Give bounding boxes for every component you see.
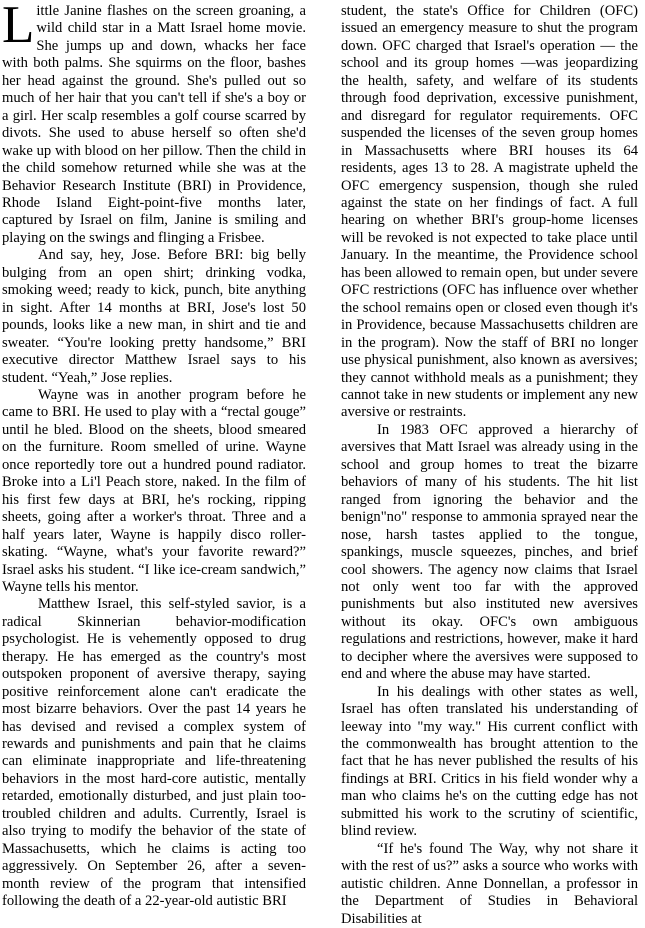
paragraph-4: Matthew Israel, this self-styled savior, is a radical Skinnerian behavior-modification psychologist. He is vehemently opposed to drug therapy. He has emerged as the country's most outspoken proponent of aversive therapy, saying positive reinforcement alone can't eradicate the most bizarre behaviors. Over the past 14 years he has devised and revised a complex system of rewards and punishments and pain that he claims can eliminate inappropriate and life-threatening behaviors in the most hard-core autistic, mentally retarded, emotionally disturbed, and just plain too-troubled children and adults. Currently, Israel is also trying to modify the behavior of the state of Massachusetts, which he claims is acting too aggressively. On September 26, after a seven-month review of the program that intensified following the death of a 22-year-old autistic BRI xyxy=(2,596,306,910)
drop-cap-letter: L xyxy=(2,0,35,54)
paragraph-1-text: ittle Janine flashes on the screen groaning, a wild child star in a Matt Israel home movie. She jumps up and down, whacks her face with both palms. She squirms on the floor, bashes her head against the ground. She's pulled out so much of her hair that you can't tell if she's a boy or a girl. Her scalp resembles a golf course scarred by divots. She used to abuse herself so often she'd wake up with blood on her pillow. Then the child in the child somehow returned while she was at the Behavior Research Institute (BRI) in Providence, Rhode Island Eight-point-five months later, captured by Israel on film, Janine is smiling and playing on the swings and flinging a Frisbee. xyxy=(2,3,306,246)
paragraph-3: Wayne was in another program before he came to BRI. He used to play with a “rectal gouge” until he bled. Blood on the sheets, blood smeared on the furniture. Room smelled of urine. Wayne once reportedly tore out a hundred pound radiator. Broke into a Li'l Peach store, naked. In the film of his first few days at BRI, he's rocking, ripping sheets, going after a worker's throat. Three and a half years later, Wayne is happily disco roller-skating. “Wayne, what's your favorite reward?” Israel asks his student. “I like ice-cream sandwich,” Wayne tells his mentor. xyxy=(2,386,306,595)
paragraph-1 xyxy=(2,0,306,247)
paragraph-5: student, the state's Office for Children (OFC) issued an emergency measure to shut the program down. OFC charged that Israel's operation — the school and its group homes —was jeopardizing the health, safety, and welfare of its students through food deprivation, excessive punishment, and disregard for regulator requirements. OFC suspended the licenses of the seven group homes in Massachusetts where BRI houses its 64 residents, ages 13 to 28. A magistrate upheld the OFC emergency suspension, though she ruled against the state on her findings of fact. A full hearing on whether BRI's group-home licenses will be revoked is not expected to take place until January. In the meantime, the Providence school has been allowed to remain open, but under severe OFC restrictions (OFC has influence over whether the school remains open or closed even though it's in Providence, because Massachusetts children are in the program). Now the staff of BRI no longer use physical punishment, also known as aversives; they cannot withhold meals as a punishment; they cannot take in new students or implement any new aversive or restraints. xyxy=(341,3,638,421)
right-column xyxy=(341,3,638,928)
left-column xyxy=(2,0,308,911)
paragraph-8: “If he's found The Way, why not share it with the rest of us?” asks a source who works with autistic children. Anne Donnellan, a professor in the Department of Studies in Behavioral Disabilities at xyxy=(341,840,638,927)
paragraph-6: In 1983 OFC approved a hierarchy of aversives that Matt Israel was already using in the school and group homes to treat the bizarre behaviors of many of his students. The hit list ranged from ignoring the behavior and the benign"no" response to ammonia sprayed near the nose, harsh tastes applied to the tongue, spankings, muscle squeezes, pinches, and brief cool showers. The agency now claims that Israel not only went too far with the approved punishments but also instituted new aversives without its okay. OFC's own ambiguous regulations and restrictions, however, make it hard to decipher where the aversives were supposed to end and where the abuse may have started. xyxy=(341,421,638,683)
paragraph-2: And say, hey, Jose. Before BRI: big belly bulging from an open shirt; drinking vodka, smoking weed; ready to kick, punch, bite anything in sight. After 14 months at BRI, Jose's lost 50 pounds, looks like a new man, in shirt and tie and sweater. “You're looking pretty handsome,” BRI executive director Matthew Israel says to his student. “Yeah,” Jose replies. xyxy=(2,247,306,386)
paragraph-7: In his dealings with other states as well, Israel has often translated his understanding of leeway into "my way." His current conflict with the commonwealth has brought attention to the fact that he has never published the results of his findings at BRI. Critics in his field wonder why a man who claims he's on the cutting edge has not submitted his work to the scrutiny of scientific, blind review. xyxy=(341,683,638,840)
